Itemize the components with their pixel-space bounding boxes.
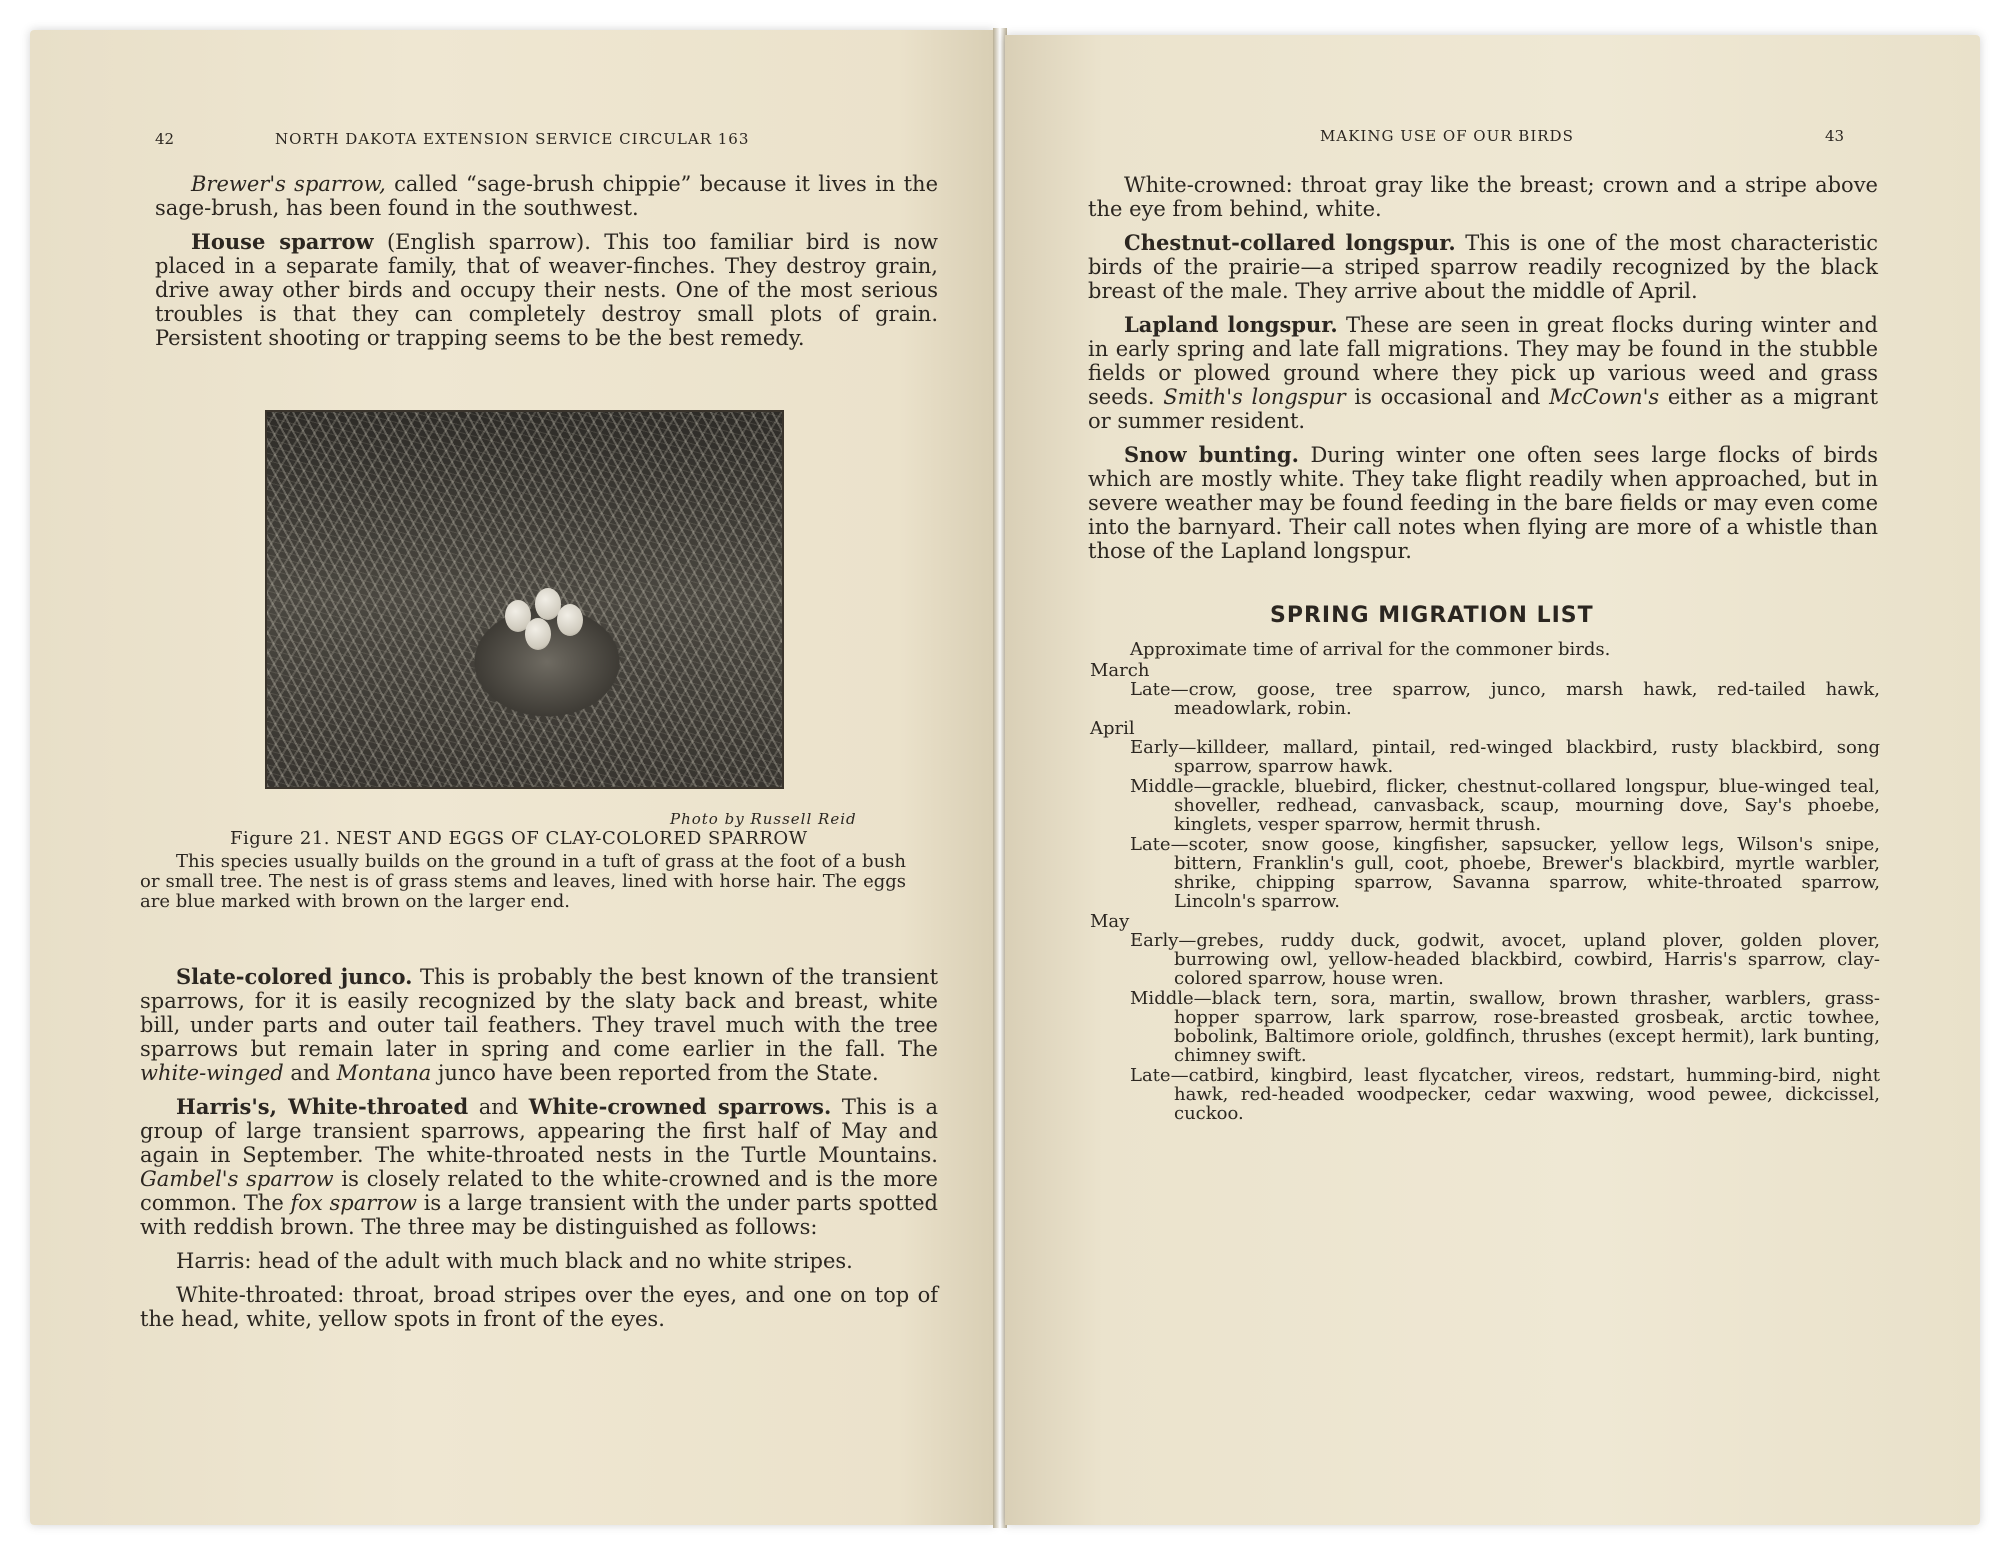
month-march: March <box>1090 660 1150 681</box>
figure-caption: Figure 21. NEST AND EGGS OF CLAY-COLORED SPARROW <box>230 828 808 849</box>
left-page <box>30 30 995 1525</box>
paragraph-harris-sparrows: Harris's, White-throated and White-crowned sparrows. This is a group of large transient sparrows, appearing the first half of May and again in September. The white-throated nests in the Turtle Mountains. Gambel's sparrow is closely related to the white-crowned and is the more common. The fox sparrow is a large transient with the under parts spotted with reddish brown. The three may be distinguished as follows: <box>140 1094 939 1239</box>
paragraph-slate-colored-junco: Slate-colored junco. This is probably the best known of the transient sparrows, for it is easily recognized by the slaty back and breast, white bill, under parts and outer tail feathers. They travel much with the tree sparrows but remain later in spring and come earlier in the fall. The white-winged and Montana junco have been reported from the State. <box>140 964 939 1085</box>
paragraph-snow-bunting: Snow bunting. During winter one often sees large flocks of birds which are mostly white. They take flight readily when approached, but in severe weather may be found feeding in the bare fields or may even come into the barnyard. Their call notes when flying are more of a whistle than those of the Lapland longspur. <box>1088 442 1878 563</box>
migration-list-title: SPRING MIGRATION LIST <box>1270 603 1594 628</box>
paragraph-lapland-longspur: Lapland longspur. These are seen in great flocks during winter and in early spring and late fall migrations. They may be found in the stubble fields or plowed ground where they pick up various weed and grass seeds. Smith's longspur is occasional and McCown's either as a migrant or summer resident. <box>1088 312 1879 433</box>
running-head-right: MAKING USE OF OUR BIRDS <box>1320 127 1574 145</box>
nest-photo <box>265 410 784 789</box>
migration-entry: Late—catbird, kingbird, least flycatcher, vireos, redstart, humming-bird, night hawk, red-headed woodpecker, cedar waxwing, wood pewee, dickcissel, cuckoo. <box>1130 1065 1880 1124</box>
migration-entry: Middle—grackle, bluebird, flicker, chestnut-collared longspur, blue-winged teal, shoveller, redhead, canvasback, scaup, mourning dove, Say's phoebe, kinglets, vesper sparrow, hermit thrush. <box>1130 776 1880 835</box>
migration-list <box>1090 640 1880 1124</box>
month-may: May <box>1090 911 1130 932</box>
paragraph-brewers-sparrow: Brewer's sparrow, called “sage-brush chippie” because it lives in the sage-brush, has been found in the southwest. <box>155 172 939 220</box>
migration-entry: Late—crow, goose, tree sparrow, junco, marsh hawk, red-tailed hawk, meadowlark, robin. <box>1130 679 1880 719</box>
figure-description: This species usually builds on the ground in a tuft of grass at the foot of a bush or small tree. The nest is of grass stems and leaves, lined with horse hair. The eggs are blue marked with brown on the larger end. <box>140 851 906 912</box>
right-page <box>1005 35 1980 1525</box>
right-top-text <box>1088 173 1878 573</box>
running-head-left: NORTH DAKOTA EXTENSION SERVICE CIRCULAR 163 <box>275 130 750 148</box>
migration-intro: Approximate time of arrival for the commoner birds. <box>1130 639 1611 660</box>
paragraph-chestnut-collared-longspur: Chestnut-collared longspur. This is one of the most characteristic birds of the prairie—a striped sparrow readily recognized by the black breast of the male. They arrive about the middle of April. <box>1088 230 1878 303</box>
paragraph-white-crowned: White-crowned: throat gray like the breast; crown and a stripe above the eye from behind, white. <box>1088 173 1878 221</box>
egg-4 <box>525 618 551 650</box>
migration-entry: Late—scoter, snow goose, kingfisher, sapsucker, yellow legs, Wilson's snipe, bittern, Franklin's gull, coot, phoebe, Brewer's blackbird, myrtle warbler, shrike, chipping sparrow, Savanna sparrow, white-throated sparrow, Lincoln's sparrow. <box>1130 834 1880 912</box>
page-number-right: 43 <box>1825 127 1845 145</box>
photo-credit: Photo by Russell Reid <box>670 810 857 828</box>
egg-3 <box>557 604 583 636</box>
migration-entry: Early—grebes, ruddy duck, godwit, avocet, upland plover, golden plover, burrowing owl, yellow-headed blackbird, cowbird, Harris's sparrow, clay-colored sparrow, house wren. <box>1130 930 1880 989</box>
paragraph-white-throated: White-throated: throat, broad stripes over the eyes, and one on top of the head, white, yellow spots in front of the eyes. <box>140 1283 938 1331</box>
month-april: April <box>1090 718 1135 739</box>
paragraph-house-sparrow: House sparrow (English sparrow). This too familiar bird is now placed in a separate family, that of weaver-finches. They destroy grain, drive away other birds and occupy their nests. One of the most serious troubles is that they can completely destroy small plots of grain. Persistent shooting or trapping seems to be the best remedy. <box>155 229 938 350</box>
migration-entry: Middle—black tern, sora, martin, swallow, brown thrasher, warblers, grass-hopper sparrow, lark sparrow, rose-breasted grosbeak, arctic towhee, bobolink, Baltimore oriole, goldfinch, thrushes (except hermit), lark bunting, chimney swift. <box>1130 988 1880 1066</box>
left-top-text <box>155 172 938 360</box>
left-bottom-text <box>140 965 938 1341</box>
paragraph-harris: Harris: head of the adult with much black and no white stripes. <box>176 1249 853 1273</box>
page-number-left: 42 <box>155 130 175 148</box>
migration-entry: Early—killdeer, mallard, pintail, red-winged blackbird, rusty blackbird, song sparrow, sparrow hawk. <box>1130 737 1880 777</box>
